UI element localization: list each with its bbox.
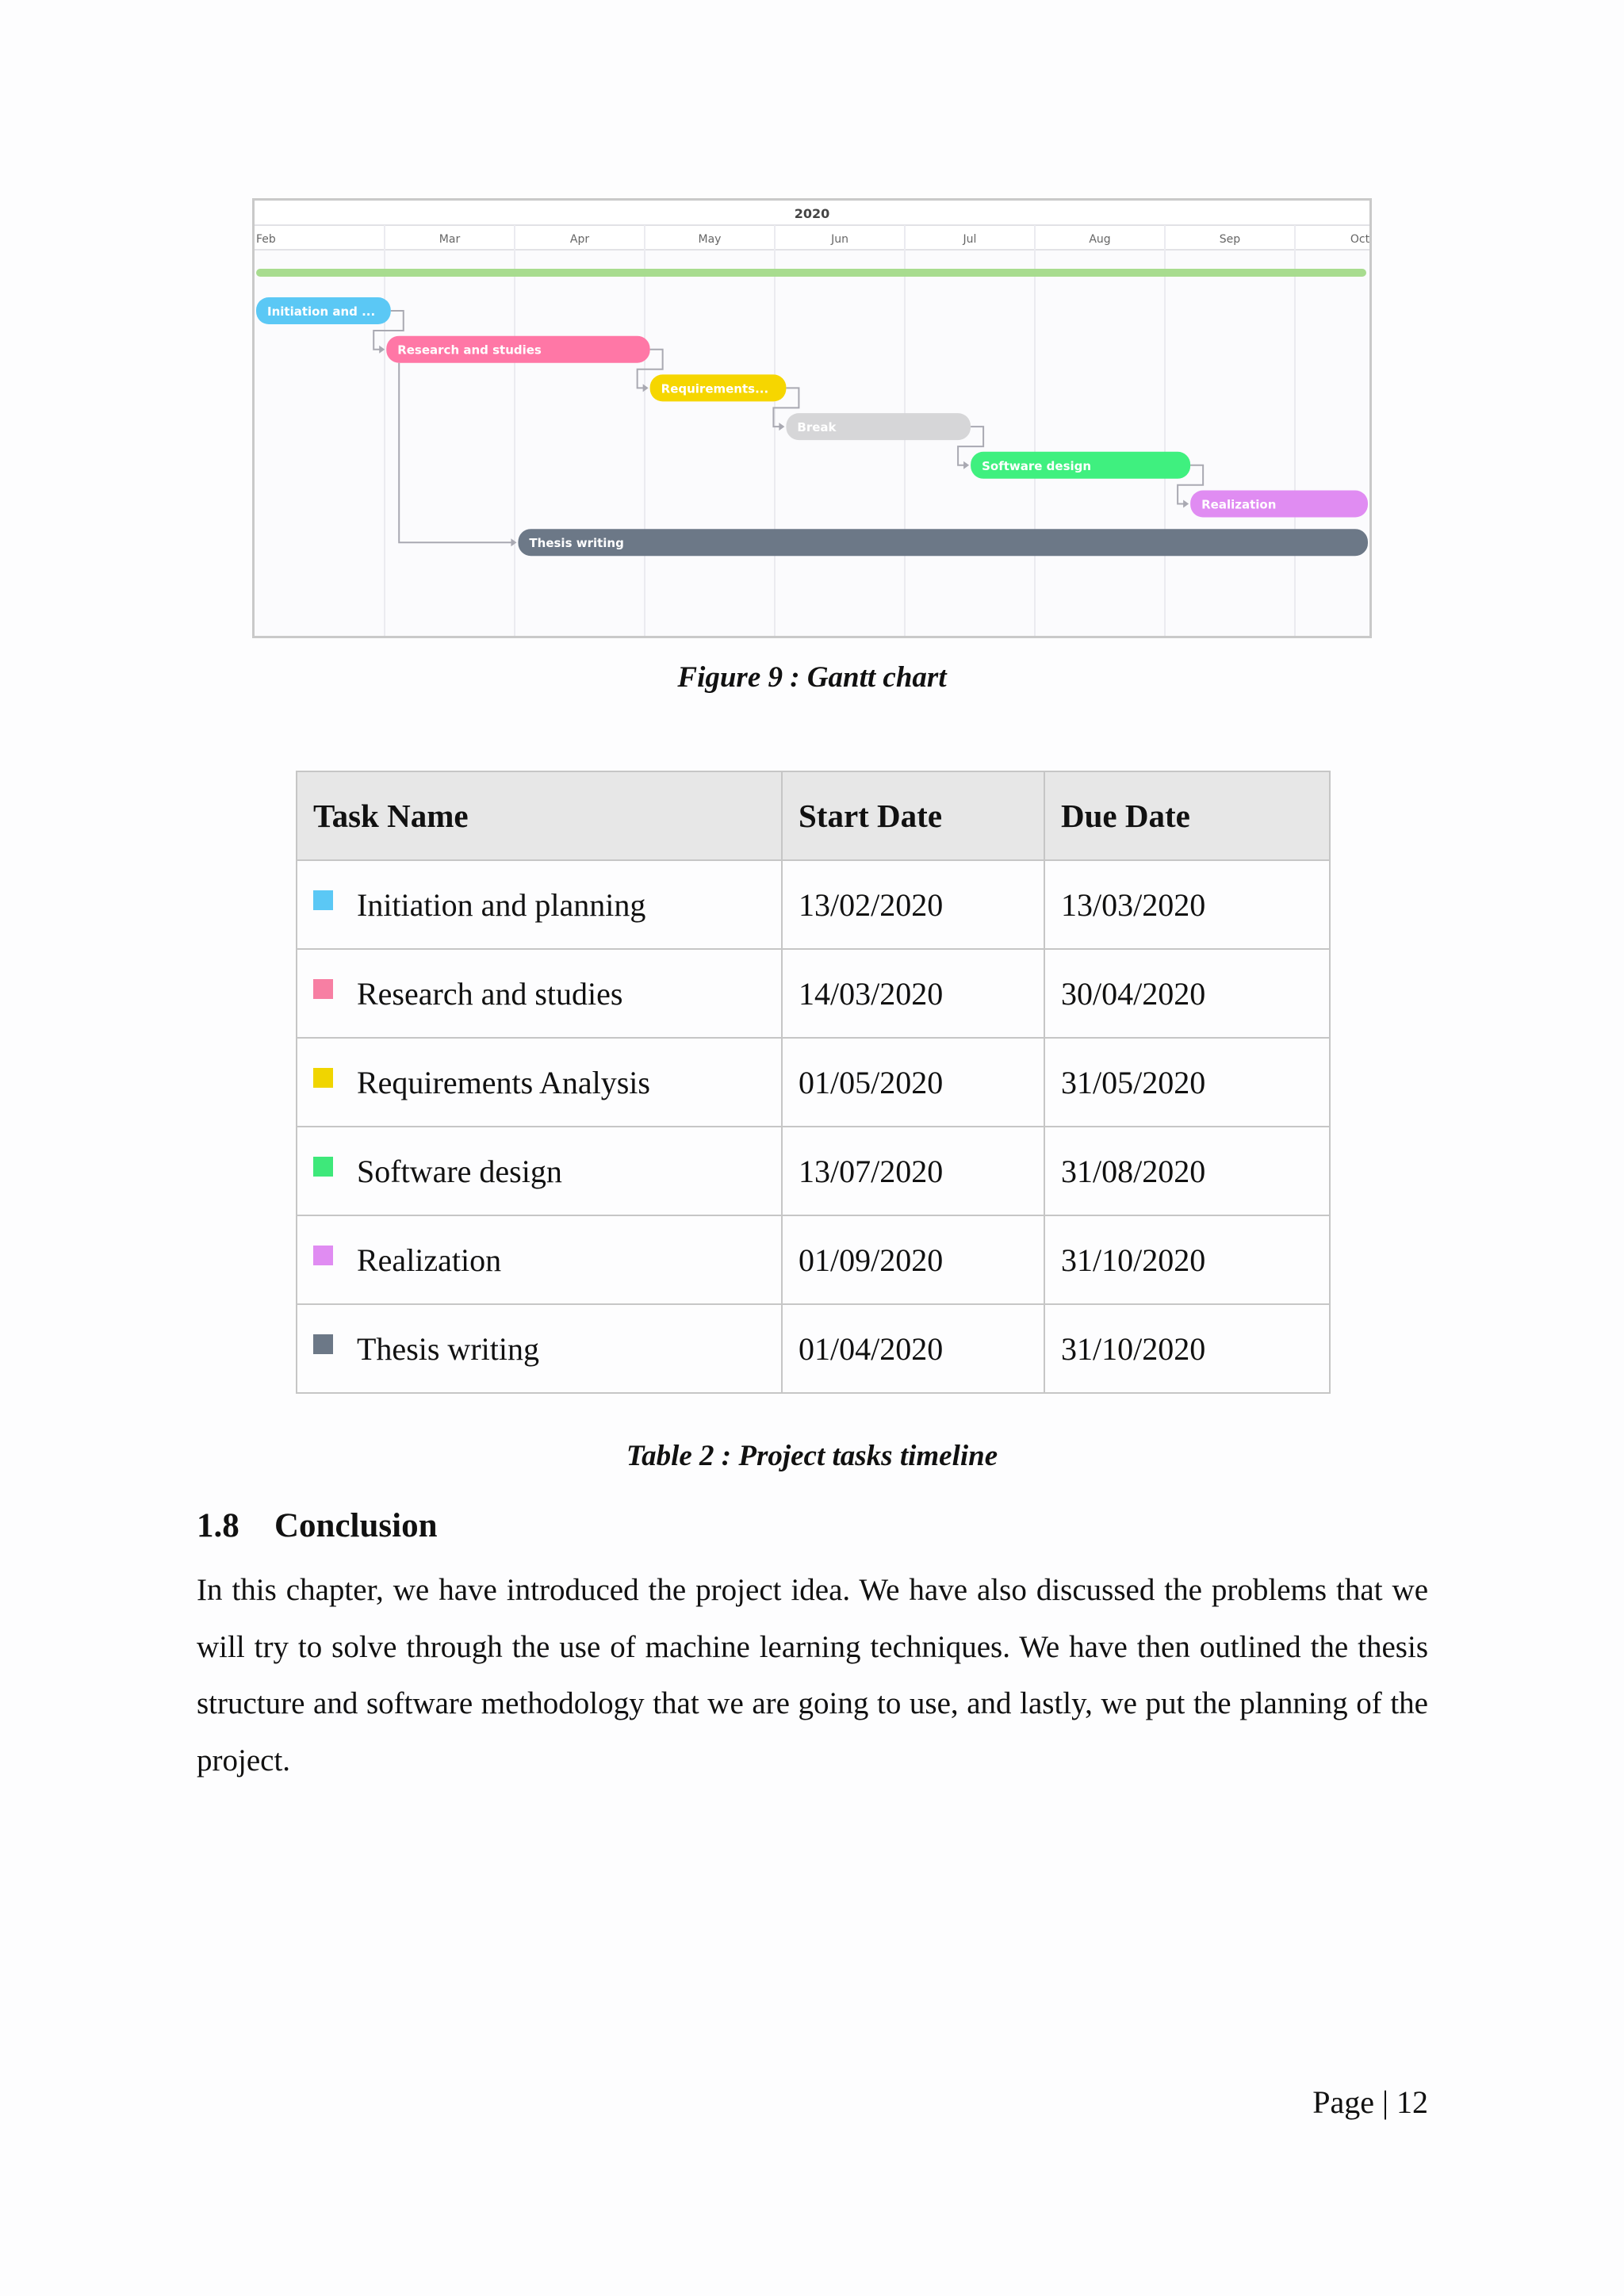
table-row — [297, 1304, 1330, 1393]
gantt-dependency-arrow — [963, 461, 969, 469]
gantt-dependency-arrow — [1183, 500, 1189, 508]
page-number: Page | 12 — [1312, 2084, 1428, 2120]
gantt-task-bar — [518, 529, 1368, 556]
gantt-month-label: Jul — [963, 233, 977, 246]
gantt-month-label: Aug — [1089, 233, 1111, 246]
task-name: Initiation and planning — [357, 886, 646, 923]
task-color-swatch — [313, 1157, 333, 1177]
section-title: Conclusion — [274, 1507, 438, 1544]
gantt-month-label: Jun — [831, 233, 848, 246]
gantt-chart-figure — [252, 198, 1372, 638]
task-name: Requirements Analysis — [357, 1064, 650, 1100]
gantt-task-label: Initiation and ... — [267, 304, 376, 319]
gantt-month-label: May — [698, 233, 722, 246]
start-date-cell: 01/05/2020 — [782, 1038, 1044, 1127]
due-date-cell: 31/10/2020 — [1044, 1304, 1330, 1393]
gantt-summary-bar — [256, 269, 1366, 277]
gantt-month-label: Mar — [439, 233, 461, 246]
task-name: Research and studies — [357, 975, 623, 1012]
gantt-month-label: Feb — [256, 233, 276, 246]
gantt-task-label: Research and studies — [397, 342, 542, 358]
task-name: Thesis writing — [357, 1330, 539, 1367]
due-date-cell: 31/10/2020 — [1044, 1215, 1330, 1304]
gantt-year-label: 2020 — [794, 206, 830, 221]
gantt-month-label: Apr — [569, 233, 590, 246]
gantt-task-label: Software design — [982, 458, 1092, 473]
gantt-dependency-arrow — [511, 538, 516, 546]
table-caption: Table 2 : Project tasks timeline — [626, 1440, 998, 1472]
table-row — [297, 1215, 1330, 1304]
header-task-name: Task Name — [297, 771, 782, 860]
gantt-month-label: Oct — [1350, 233, 1369, 246]
task-color-swatch — [313, 1334, 333, 1354]
table-row — [297, 949, 1330, 1038]
header-start-date: Start Date — [782, 771, 1044, 860]
due-date-cell: 13/03/2020 — [1044, 860, 1330, 949]
table-row — [297, 860, 1330, 949]
task-color-swatch — [313, 979, 333, 999]
table-row — [297, 1038, 1330, 1127]
header-due-date: Due Date — [1044, 771, 1330, 860]
gantt-dependency-arrow — [643, 384, 649, 392]
tasks-timeline-table — [296, 771, 1331, 1394]
gantt-chart — [255, 201, 1369, 636]
start-date-cell: 13/07/2020 — [782, 1127, 1044, 1215]
task-name-cell — [297, 949, 782, 1038]
task-name-cell — [297, 860, 782, 949]
start-date-cell: 01/04/2020 — [782, 1304, 1044, 1393]
table-header-row — [297, 771, 1330, 860]
task-color-swatch — [313, 1246, 333, 1265]
due-date-cell: 31/05/2020 — [1044, 1038, 1330, 1127]
section-heading — [197, 1506, 438, 1545]
gantt-task-label: Requirements... — [661, 381, 769, 396]
start-date-cell: 01/09/2020 — [782, 1215, 1044, 1304]
start-date-cell: 13/02/2020 — [782, 860, 1044, 949]
gantt-task-label: Break — [797, 420, 837, 435]
start-date-cell: 14/03/2020 — [782, 949, 1044, 1038]
figure-caption: Figure 9 : Gantt chart — [677, 661, 947, 694]
task-color-swatch — [313, 890, 333, 910]
task-name-cell — [297, 1215, 782, 1304]
body-paragraph: In this chapter, we have introduced the project idea. We have also discussed the problems that we will try to solve through the use of machine learning techniques. We have then outlined the thesis structure and software methodology that we are going to use, and lastly, we put the planning of the project. — [197, 1573, 1428, 1777]
gantt-dependency-arrow — [779, 423, 784, 430]
gantt-month-label: Sep — [1219, 233, 1241, 246]
task-name: Software design — [357, 1153, 562, 1189]
gantt-dependency-line — [399, 363, 515, 543]
table-row — [297, 1127, 1330, 1215]
task-color-swatch — [313, 1068, 333, 1088]
gantt-task-label: Thesis writing — [529, 536, 624, 551]
task-name: Realization — [357, 1242, 502, 1278]
task-name-cell — [297, 1127, 782, 1215]
due-date-cell: 31/08/2020 — [1044, 1127, 1330, 1215]
due-date-cell: 30/04/2020 — [1044, 949, 1330, 1038]
gantt-task-label: Realization — [1201, 497, 1277, 512]
task-name-cell — [297, 1304, 782, 1393]
task-name-cell — [297, 1038, 782, 1127]
section-number: 1.8 — [197, 1507, 239, 1544]
